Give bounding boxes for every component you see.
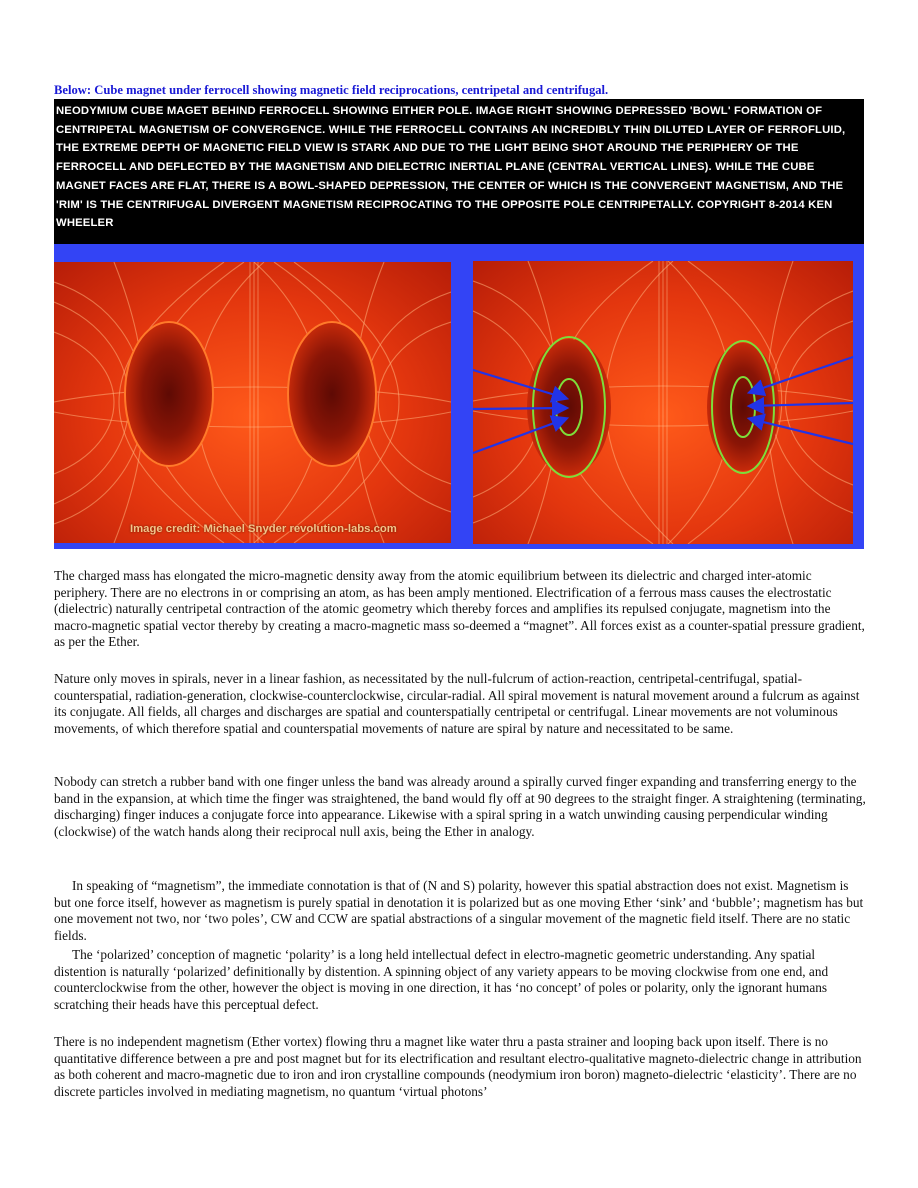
ferrocell-image-left [54,262,451,543]
image-credit: Image credit: Michael Snyder revolution-labs.com [130,523,397,535]
paragraph-3: Nobody can stretch a rubber band with one finger unless the band was already around a spirally curved finger expanding and transferring energy to the band in the expansion, at which time the finger was straightened, the band would fly off at 90 degrees to the straight finger. A straightening (terminating, discharging) finger induces a conjugate force into appearance. Likewise with a spiral spring in a watch unwinding causing perpendicular winding (clockwise) of the watch hands along their reciprocal null axis, being the Ether in analogy. [54,774,866,839]
ferrocell-figure [54,99,864,549]
figure-banner [54,99,864,244]
ferrocell-image-right [473,261,853,544]
paragraph-6: There is no independent magnetism (Ether vortex) flowing thru a magnet like water thru a pasta strainer and looping back upon itself. There is no quantitative difference between a pre and post magnet but for its electrification and resultant electro-qualitative magneto-dielectric change in attribution as both coherent and macro-magnetic due to iron and iron crystalline compounds (neodymium iron boron) magneto-dielectric ‘elasticity’. There are no discrete particles involved in mediating magnetism, no quantum ‘virtual photons’ [54,1034,862,1099]
banner-text: NEODYMIUM CUBE MAGET BEHIND FERROCELL SHOWING EITHER POLE. IMAGE RIGHT SHOWING DEPRESSED 'BOWL' FORMATION OF CENTRIPETAL MAGNETISM OF CONVERGENCE. WHILE THE FERROCELL CONTAINS AN INCREDIBLY THIN DILUTED LAYER OF FERROFLUID, THE EXTREME DEPTH OF MAGNETIC FIELD VIEW IS STARK AND DUE TO THE LIGHT BEING SHOT AROUND THE PERIPHERY OF THE FERROCELL AND DEFLECTED BY THE MAGNETISM AND DIELECTRIC INERTIAL PLANE (CENTRAL VERTICAL LINES). WHILE THE CUBE MAGNET FACES ARE FLAT, THERE IS A BOWL-SHAPED DEPRESSION, THE CENTER OF WHICH IS THE CONVERGENT MAGNETISM, AND THE 'RIM' IS THE CENTRIFUGAL DIVERGENT MAGNETISM RECIPROCATING TO THE OPPOSITE POLE CENTRIPETALLY. COPYRIGHT 8-2014 KEN WHEELER [56,105,846,230]
field-lines-right [473,261,853,544]
field-lines-left [54,262,451,543]
paragraph-2: Nature only moves in spirals, never in a linear fashion, as necessitated by the null-fulcrum of action-reaction, centripetal-centrifugal, spatial-counterspatial, radiation-generation, clockwise-counterclockwise, circular-radial. All spiral movement is natural movement around a fulcrum as against its conjugate. All fields, all charges and discharges are spatial and counterspatially centripetal or centrifugal. Linear movements are not voluminous movements, of which therefore spatial and counterspatial movements of nature are spiral by nature and necessitated to be same. [54,671,860,736]
paragraph-1: The charged mass has elongated the micro-magnetic density away from the atomic equilibrium between its dielectric and charged inter-atomic periphery. There are no electrons in or comprising an atom, as has been amply mentioned. Electrification of a ferrous mass causes the electrostatic (dielectric) naturally centripetal contraction of the atomic geometry which thereby forces and amplifies its repulsed conjugate, magnetism into the macro-magnetic spatial vector thereby by creating a macro-magnetic mass so-deemed a “magnet”. All forces exist as a counter-spatial pressure gradient, as per the Ether. [54,568,865,649]
paragraph-5: The ‘polarized’ conception of magnetic ‘polarity’ is a long held intellectual defect in electro-magnetic geometric understanding. Any spatial distention is naturally ‘polarized’ definitionally by distention. A spinning object of any variety appears to be moving clockwise from one end, and counterclockwise from the other, however the object is moving in one direction, it has ‘no concept’ of poles or polarity, only the ignorant humans scratching their heads have this perceptual defect. [54,947,829,1012]
figure-caption: Below: Cube magnet under ferrocell showing magnetic field reciprocations, centripetal and centrifugal. [54,83,609,97]
paragraph-4: In speaking of “magnetism”, the immediate connotation is that of (N and S) polarity, however this spatial abstraction does not exist. Magnetism is but one force itself, however as magnetism is purely spatial in denotation it is polarized but as one moving Ether ‘sink’ and ‘bubble’; magnetism has but one movement not two, nor ‘two poles’, CW and CCW are spatial abstractions of a singular movement of the magnetic field itself. There are no static fields. [54,878,864,943]
